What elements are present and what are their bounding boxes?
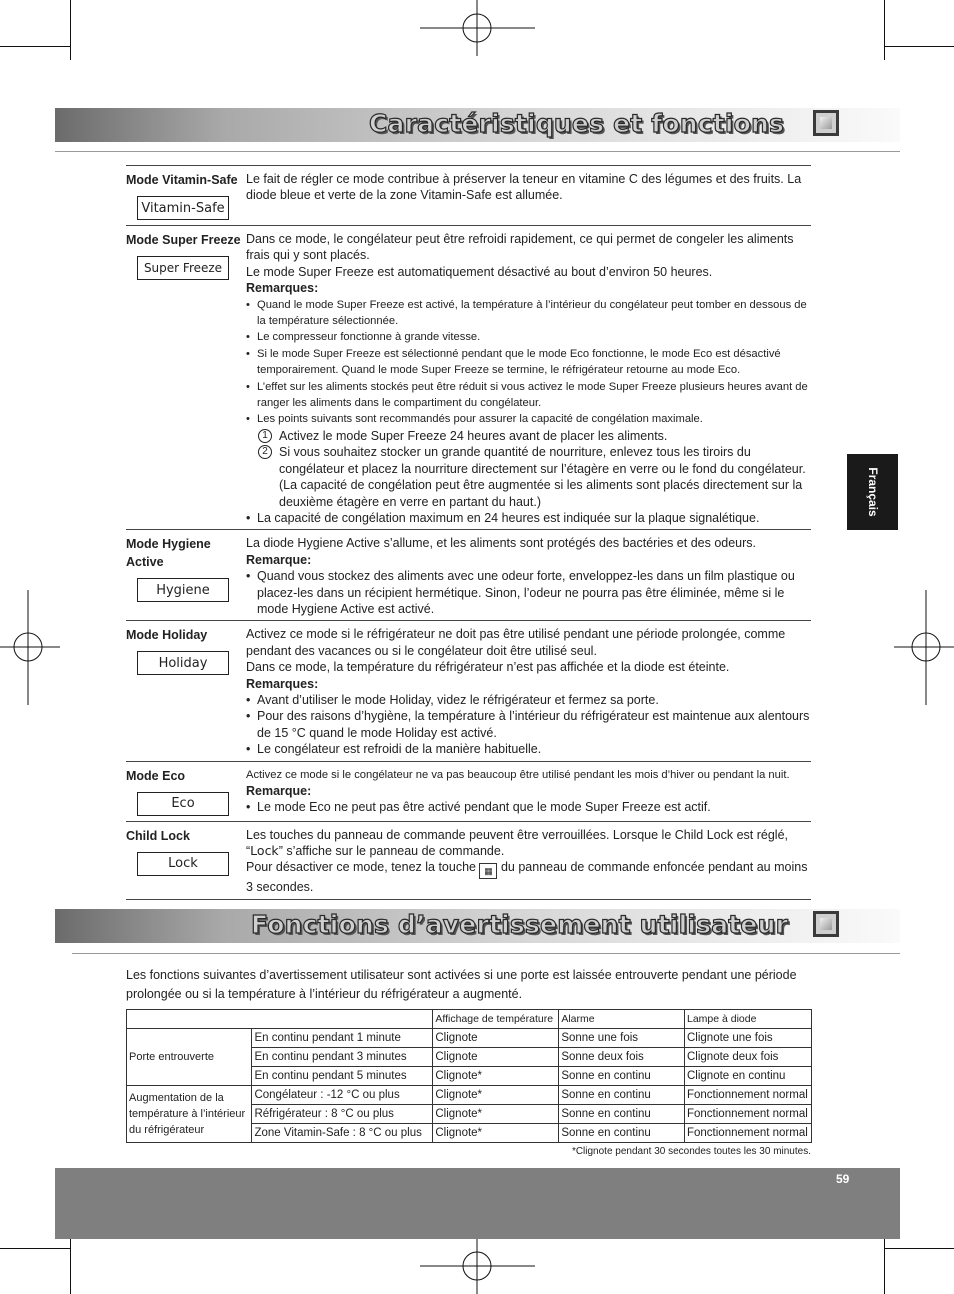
table-header: Lampe à diode xyxy=(684,1010,811,1029)
table-cell: En continu pendant 3 minutes xyxy=(252,1048,433,1067)
mode-name: Child Lock xyxy=(126,828,190,843)
super-freeze-button-icon: Super Freeze xyxy=(137,256,229,280)
section-title: Caractéristiques et fonctions xyxy=(369,109,785,138)
remark-item: • Le congélateur est refroidi de la manière habituelle. xyxy=(246,741,811,757)
table-cell: Clignote* xyxy=(433,1124,559,1143)
table-cell: Clignote deux fois xyxy=(684,1048,811,1067)
numbered-item: 1 Activez le mode Super Freeze 24 heures avant de placer les aliments. xyxy=(246,428,811,444)
mode-name: Mode Vitamin-Safe xyxy=(126,173,238,187)
group-label: Augmentation de la température à l’intérieur du réfrigérateur xyxy=(127,1086,252,1143)
table-cell: Sonne en continu xyxy=(559,1124,685,1143)
table-cell: Clignote en continu xyxy=(684,1067,811,1086)
table-cell: Clignote* xyxy=(433,1067,559,1086)
mode-description: Le fait de régler ce mode contribue à préserver la teneur en vitamine C des légumes et des fruits. La diode bleue et verte de la zone Vitamin-Safe est allumée. xyxy=(246,172,802,203)
table-header-row xyxy=(127,1010,812,1029)
lock-display-text: Lock xyxy=(250,843,279,858)
mode-description: Dans ce mode, la température du réfrigérateur n’est pas affichée et la diode est éteinte. xyxy=(246,660,730,675)
table-cell: Sonne une fois xyxy=(559,1029,685,1048)
table-cell: En continu pendant 5 minutes xyxy=(252,1067,433,1086)
remark-item: • Le compresseur fonctionne à grande vitesse. xyxy=(246,329,811,345)
remark-item: • L’effet sur les aliments stockés peut être réduit si vous activez le mode Super Freeze plusieurs heures avant de ranger les aliments dans le compartiment du congélateur. xyxy=(246,379,811,412)
hygiene-button-icon: Hygiene xyxy=(137,578,229,602)
table-cell: Clignote xyxy=(433,1048,559,1067)
remark-item: • Quand vous stockez des aliments avec une odeur forte, enveloppez-les dans un film plastique ou placez-les dans un récipient hermétique. Sinon, l’odeur ne pourra pas être éliminée, même si le mode Hygiene Active est activé. xyxy=(246,568,811,617)
divider xyxy=(72,953,900,954)
table-row xyxy=(127,1086,812,1105)
table-cell: Clignote xyxy=(433,1029,559,1048)
table-cell: Sonne en continu xyxy=(559,1067,685,1086)
table-cell: En continu pendant 1 minute xyxy=(252,1029,433,1048)
crop-mark xyxy=(0,1248,70,1249)
registration-mark xyxy=(420,0,535,56)
crop-mark xyxy=(884,46,954,47)
table-cell: Congélateur : -12 °C ou plus xyxy=(252,1086,433,1105)
table-header: Affichage de température xyxy=(433,1010,559,1029)
lock-button-icon: Lock xyxy=(137,852,229,876)
warning-table xyxy=(126,1009,812,1143)
crop-mark xyxy=(0,46,70,47)
remark-item: • Si le mode Super Freeze est sélectionné pendant que le mode Eco fonctionne, le mode Eco est désactivé temporairement. Quand le mode Super Freeze se termine, le réfrigérateur retourne au mode Eco. xyxy=(246,346,811,379)
table-cell: Clignote une fois xyxy=(684,1029,811,1048)
modes-table xyxy=(126,165,811,900)
section-title: Fonctions d’avertissement utilisateur xyxy=(251,910,789,939)
remark-item: • Quand le mode Super Freeze est activé, la température à l’intérieur du congélateur peut tomber en dessous de la température sélectionnée. xyxy=(246,297,811,330)
number-circle-icon: 2 xyxy=(258,445,272,459)
crop-mark xyxy=(884,1248,954,1249)
holiday-button-icon: Holiday xyxy=(137,651,229,675)
group-label: Porte entrouverte xyxy=(127,1029,252,1086)
crop-mark xyxy=(70,1236,71,1294)
mode-row-hygiene xyxy=(126,530,811,621)
table-cell: Clignote* xyxy=(433,1086,559,1105)
mode-name: Mode Super Freeze xyxy=(126,233,241,247)
table-cell: Fonctionnement normal xyxy=(684,1086,811,1105)
mode-description: Pour désactiver ce mode, tenez la touche ▦ du panneau de commande enfoncée pendant au moins 3 secondes. xyxy=(246,860,808,895)
mode-row-child-lock xyxy=(126,822,811,900)
table-cell: Sonne en continu xyxy=(559,1086,685,1105)
page-number: 59 xyxy=(836,1172,850,1186)
table-cell: Réfrigérateur : 8 °C ou plus xyxy=(252,1105,433,1124)
table-cell: Fonctionnement normal xyxy=(684,1105,811,1124)
mode-name: Mode Eco xyxy=(126,768,186,783)
remarks-label: Remarques: xyxy=(246,281,319,296)
numbered-item: 2 Si vous souhaitez stocker un grande quantité de nourriture, enlevez tous les tiroirs du congélateur et placez la nourriture directement sur l’étagère en verre ou le fond du congélateur. (La capacité de congélation peut être augmentée si les aliments sont placés directement sur la deuxième étagère en verre en partant du haut.) xyxy=(246,444,811,510)
header-square-icon xyxy=(813,110,839,136)
remarks-label: Remarque: xyxy=(246,552,312,567)
remark-item: • Avant d’utiliser le mode Holiday, videz le réfrigérateur et fermez sa porte. xyxy=(246,692,811,708)
crop-mark xyxy=(884,0,885,60)
table-header: Alarme xyxy=(559,1010,685,1029)
table-header-empty xyxy=(127,1010,433,1029)
warning-intro: Les fonctions suivantes d’avertissement utilisateur sont activées si une porte est laissée entrouverte pendant une période prolongée ou si la température à l’intérieur du réfrigérateur a augmenté. xyxy=(126,968,797,1001)
table-cell: Zone Vitamin-Safe : 8 °C ou plus xyxy=(252,1124,433,1143)
mode-row-holiday xyxy=(126,621,811,761)
table-cell: Sonne en continu xyxy=(559,1105,685,1124)
mode-description: La diode Hygiene Active s’allume, et les aliments sont protégés des bactéries et des odeurs. xyxy=(246,536,757,551)
table-cell: Fonctionnement normal xyxy=(684,1124,811,1143)
table-row xyxy=(127,1029,812,1048)
header-square-icon xyxy=(813,911,839,937)
crop-mark xyxy=(884,1236,885,1294)
remark-item: • Pour des raisons d’hygiène, la température à l’intérieur du réfrigérateur est maintenue aux alentours de 15 °C quand le mode Holiday est activé. xyxy=(246,708,811,741)
mode-name: Mode Hygiene Active xyxy=(126,537,211,570)
registration-mark xyxy=(420,1238,535,1294)
table-cell: Clignote* xyxy=(433,1105,559,1124)
remark-item: • Les points suivants sont recommandés pour assurer la capacité de congélation maximale. xyxy=(246,411,811,427)
number-circle-icon: 1 xyxy=(258,429,272,443)
eco-button-icon: Eco xyxy=(137,792,229,816)
divider xyxy=(55,151,900,152)
footer-bar xyxy=(55,1168,900,1239)
remarks-label: Remarque: xyxy=(246,784,312,798)
registration-mark xyxy=(0,590,60,705)
mode-row-vitamin-safe xyxy=(126,166,811,226)
mode-description: Activez ce mode si le congélateur ne va pas beaucoup être utilisé pendant les mois d’hiver ou pendant la nuit. xyxy=(246,768,790,781)
lock-key-icon: ▦ xyxy=(479,863,497,879)
mode-name: Mode Holiday xyxy=(126,628,208,643)
remarks-label: Remarques: xyxy=(246,676,319,691)
crop-mark xyxy=(70,0,71,60)
table-cell: Sonne deux fois xyxy=(559,1048,685,1067)
mode-description: Les touches du panneau de commande peuvent être verrouillées. Lorsque le Child Lock est réglé, “Lock” s’affiche sur le panneau de commande. xyxy=(246,827,789,858)
vitamin-safe-button-icon: Vitamin-Safe xyxy=(137,196,229,220)
remark-item: • Le mode Eco ne peut pas être activé pendant que le mode Super Freeze est actif. xyxy=(246,799,811,815)
language-tab: Français xyxy=(847,454,898,530)
registration-mark xyxy=(894,590,954,705)
mode-description: Le mode Super Freeze est automatiquement désactivé au bout d’environ 50 heures. xyxy=(246,264,713,279)
remark-item: • La capacité de congélation maximum en 24 heures est indiquée sur la plaque signalétique. xyxy=(246,510,811,526)
mode-row-super-freeze xyxy=(126,226,811,530)
mode-description: Activez ce mode si le réfrigérateur ne doit pas être utilisé pendant une période prolongée, comme pendant des vacances ou si le congélateur doit être utilisé seul. xyxy=(246,627,786,658)
mode-description: Dans ce mode, le congélateur peut être refroidi rapidement, ce qui permet de congeler les aliments frais qui y sont placés. xyxy=(246,232,794,263)
table-footnote: *Clignote pendant 30 secondes toutes les 30 minutes. xyxy=(571,1146,811,1157)
mode-row-eco xyxy=(126,762,811,822)
